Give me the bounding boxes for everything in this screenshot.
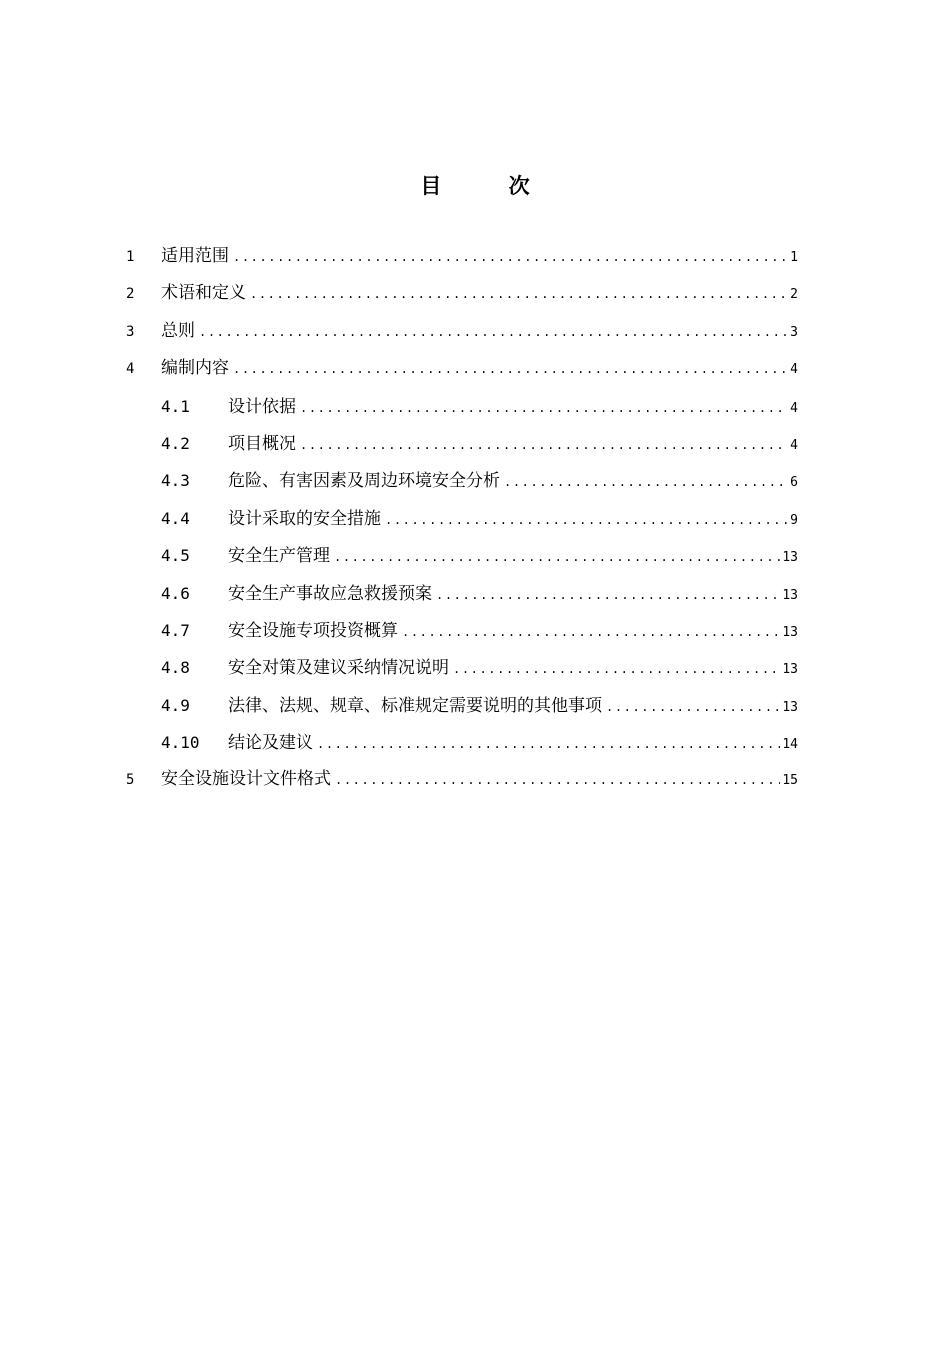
toc-dot-leader <box>233 351 788 388</box>
toc-entry[interactable] <box>126 575 798 612</box>
toc-dot-leader <box>453 651 780 688</box>
toc-entry-page: 13 <box>782 699 798 715</box>
toc-dot-leader <box>334 539 780 576</box>
toc-dot-leader <box>335 762 780 799</box>
toc-dot-leader <box>300 427 788 464</box>
toc-entry-title: 危险、有害因素及周边环境安全分析 <box>228 471 500 492</box>
toc-entry-page: 13 <box>782 624 798 640</box>
toc-entry-title: 设计采取的安全措施 <box>228 508 381 529</box>
toc-entry-title: 项目概况 <box>228 433 296 454</box>
toc-entry-title: 安全对策及建议采纳情况说明 <box>228 658 449 679</box>
toc-dot-leader <box>385 502 788 539</box>
toc-entry-number: 2 <box>126 286 135 303</box>
toc-entry-number: 4.2 <box>161 433 190 453</box>
toc-dot-leader <box>317 726 780 763</box>
toc-dot-leader <box>436 577 780 614</box>
toc-entry[interactable] <box>126 388 798 425</box>
toc-entry[interactable] <box>126 425 798 462</box>
toc-entry-title: 设计依据 <box>228 396 296 417</box>
toc-entry-title: 编制内容 <box>161 358 229 379</box>
toc-entry-page: 15 <box>782 773 798 789</box>
toc-entry-number: 4.6 <box>161 583 190 603</box>
toc-dot-leader <box>233 239 788 276</box>
toc-entry-title: 术语和定义 <box>161 283 246 304</box>
toc-entry[interactable] <box>126 462 798 499</box>
toc-entry-title: 结论及建议 <box>228 733 313 754</box>
toc-entry-number: 5 <box>126 772 135 789</box>
toc-entry-page: 4 <box>790 362 798 378</box>
toc-entry[interactable] <box>126 350 798 387</box>
toc-entry[interactable] <box>126 313 798 350</box>
toc-list <box>126 238 798 799</box>
toc-entry-number: 4.7 <box>161 620 190 640</box>
toc-entry-page: 13 <box>782 587 798 603</box>
toc-entry-page: 9 <box>790 512 798 528</box>
toc-entry[interactable] <box>126 500 798 537</box>
toc-entry-number: 4.9 <box>161 695 190 715</box>
toc-entry[interactable] <box>126 724 798 761</box>
toc-entry-number: 4.10 <box>161 733 200 753</box>
toc-entry-number: 1 <box>126 249 135 265</box>
toc-entry-title: 安全生产事故应急救援预案 <box>228 583 432 604</box>
toc-entry-title: 法律、法规、规章、标准规定需要说明的其他事项 <box>228 695 602 716</box>
toc-entry-title: 适用范围 <box>161 246 229 266</box>
toc-entry-page: 13 <box>782 662 798 678</box>
toc-entry-page: 14 <box>782 737 798 753</box>
toc-entry-page: 4 <box>790 400 798 416</box>
toc-entry-title: 安全设施设计文件格式 <box>161 769 331 790</box>
toc-entry[interactable] <box>126 761 798 798</box>
toc-dot-leader <box>300 390 788 427</box>
toc-dot-leader <box>504 464 788 501</box>
toc-entry-number: 4.3 <box>161 471 190 491</box>
toc-dot-leader <box>402 614 780 651</box>
toc-dot-leader <box>250 276 788 313</box>
toc-entry-page: 2 <box>790 287 798 303</box>
toc-entry[interactable] <box>126 649 798 686</box>
toc-entry-number: 4.8 <box>161 658 190 678</box>
toc-entry-title: 安全生产管理 <box>228 546 330 567</box>
toc-entry[interactable] <box>126 537 798 574</box>
toc-entry[interactable] <box>126 612 798 649</box>
toc-entry-number: 4.5 <box>161 546 190 566</box>
toc-dot-leader <box>606 689 780 726</box>
toc-entry-page: 4 <box>790 437 798 453</box>
toc-entry-number: 4 <box>126 361 135 378</box>
toc-entry[interactable] <box>126 687 798 724</box>
toc-entry-title: 总则 <box>161 320 195 341</box>
toc-entry-number: 4.4 <box>161 508 190 528</box>
toc-entry[interactable] <box>126 275 798 312</box>
toc-entry-page: 13 <box>782 550 798 566</box>
toc-entry-title: 安全设施专项投资概算 <box>228 620 398 641</box>
toc-entry-number: 3 <box>126 323 135 340</box>
toc-dot-leader <box>199 314 788 351</box>
toc-entry-page: 3 <box>790 324 798 340</box>
toc-entry-page: 6 <box>790 475 798 491</box>
toc-entry-page: 1 <box>790 250 798 265</box>
toc-title: 目 次 <box>420 174 560 198</box>
toc-entry[interactable] <box>126 238 798 275</box>
toc-entry-number: 4.1 <box>161 396 190 416</box>
